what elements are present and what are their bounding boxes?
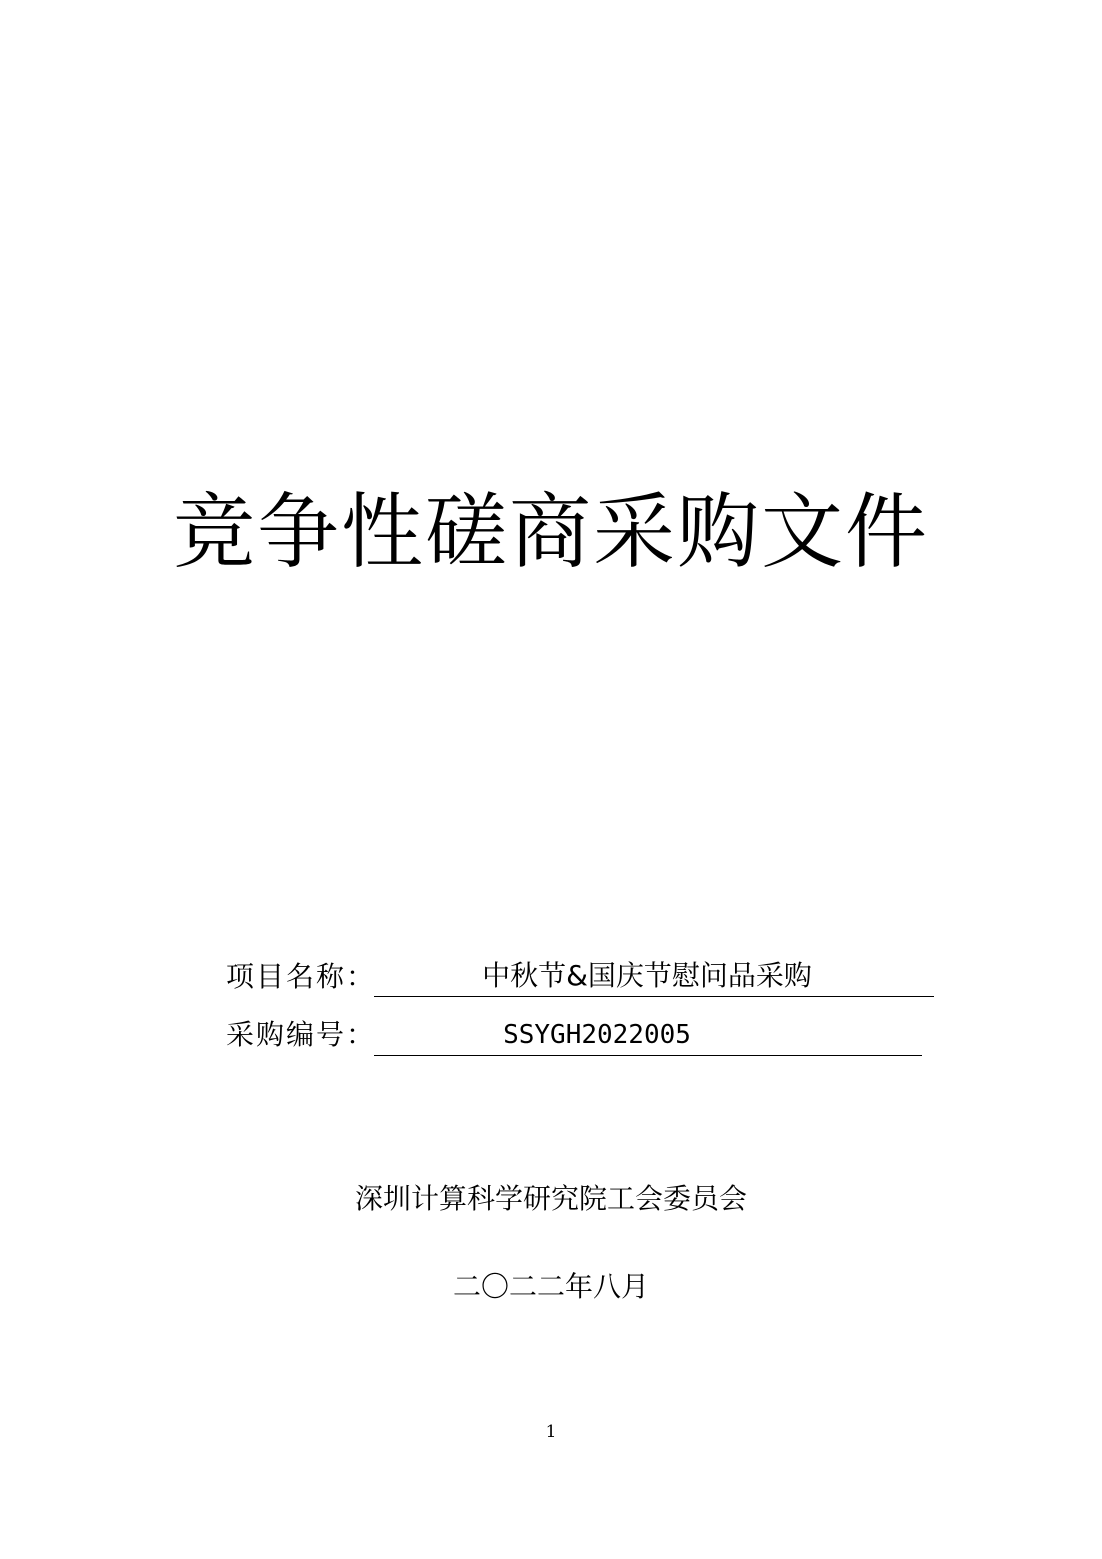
project-name-value: 中秋节&国庆节慰问品采购: [482, 959, 812, 992]
procurement-number-value-line: [374, 1014, 922, 1056]
procurement-number-value: SSYGH2022005: [503, 1020, 691, 1050]
document-title: 竞争性磋商采购文件: [172, 485, 929, 580]
page-number: 1: [545, 1422, 557, 1442]
document-date: 二〇二二年八月: [452, 1270, 649, 1303]
organization-name: 深圳计算科学研究院工会委员会: [354, 1182, 747, 1215]
project-name-label: 项目名称：: [226, 960, 377, 993]
procurement-number-label: 采购编号：: [226, 1018, 377, 1051]
project-name-value-line: [374, 956, 934, 997]
